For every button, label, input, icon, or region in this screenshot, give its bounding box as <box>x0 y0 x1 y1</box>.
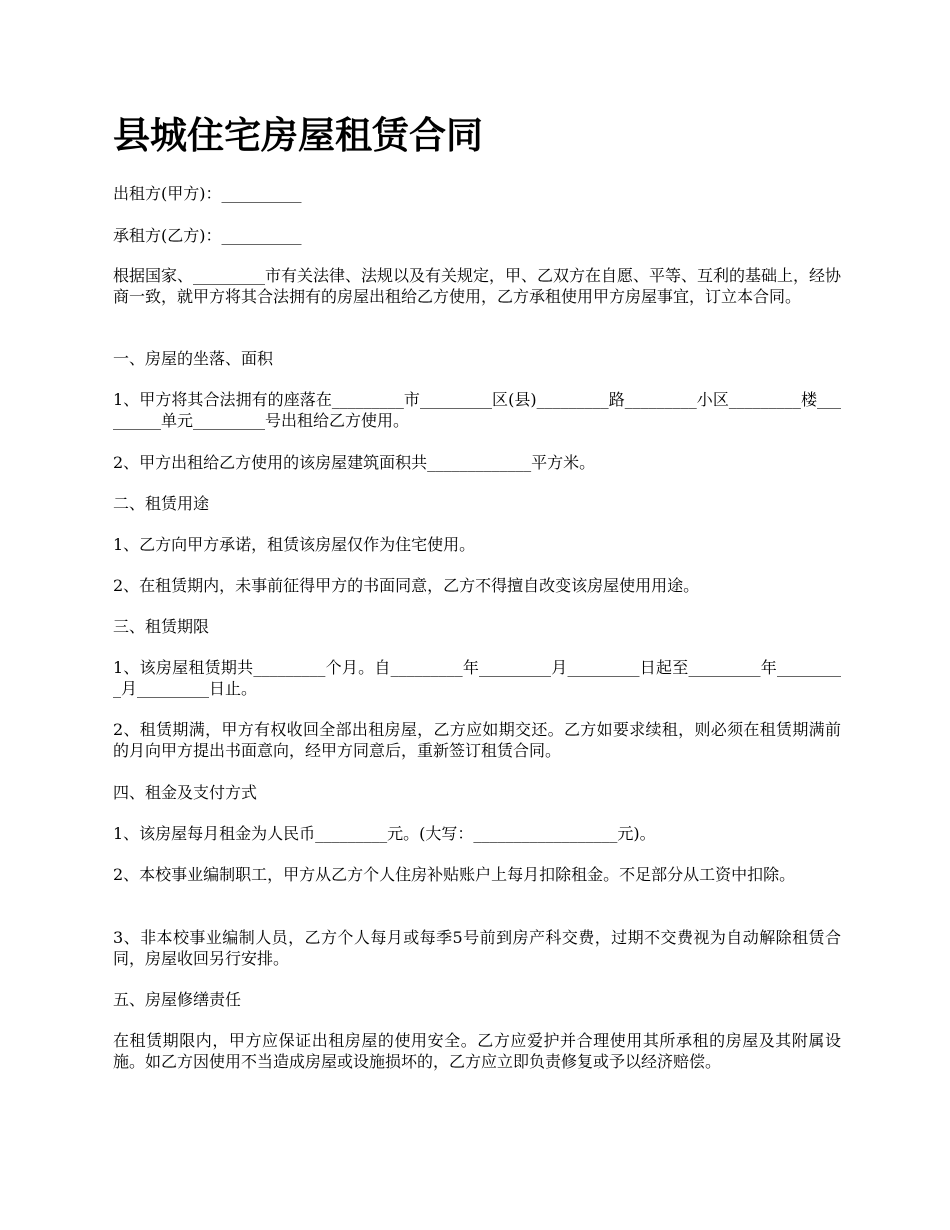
section-heading-rent: 四、租金及支付方式 <box>113 783 258 802</box>
clause-3-2: 2、租赁期满，甲方有权收回全部出租房屋，乙方应如期交还。乙方如要求续租，则必须在租赁期满前的月向甲方提出书面意向，经甲方同意后，重新签订租赁合同。 <box>113 720 841 760</box>
section-heading-term: 三、租赁期限 <box>113 617 210 636</box>
clause-5: 在租赁期限内，甲方应保证出租房屋的使用安全。乙方应爱护并合理使用其所承租的房屋及其附属设施。如乙方因使用不当造成房屋或设施损坏的，乙方应立即负责修复或予以经济赔偿。 <box>113 1031 841 1071</box>
lessor-line: 出租方(甲方)：__________ <box>113 184 302 203</box>
clause-2-1: 1、乙方向甲方承诺，租赁该房屋仅作为住宅使用。 <box>113 535 476 554</box>
clause-2-2: 2、在租赁期内，未事前征得甲方的书面同意，乙方不得擅自改变该房屋使用用途。 <box>113 576 700 595</box>
lessee-line: 承租方(乙方)：__________ <box>113 226 302 245</box>
section-heading-location: 一、房屋的坐落、面积 <box>113 349 274 368</box>
clause-1-1: 1、甲方将其合法拥有的座落在_________市_________区(县)_________路_________小区_________楼_________单元_________号出租给乙方使用。 <box>113 390 841 430</box>
preamble-paragraph: 根据国家、_________市有关法律、法规以及有关规定，甲、乙双方在自愿、平等、互利的基础上，经协商一致，就甲方将其合法拥有的房屋出租给乙方使用，乙方承租使用甲方房屋事宜，订立本合同。 <box>113 266 842 306</box>
clause-4-3: 3、非本校事业编制人员，乙方个人每月或每季5号前到房产科交费，过期不交费视为自动解除租赁合同，房屋收回另行安排。 <box>113 928 841 968</box>
clause-1-2: 2、甲方出租给乙方使用的该房屋建筑面积共_____________平方米。 <box>113 453 596 472</box>
section-heading-repair: 五、房屋修缮责任 <box>113 990 242 1009</box>
section-heading-usage: 二、租赁用途 <box>113 494 210 513</box>
clause-4-1: 1、该房屋每月租金为人民币_________元。(大写：__________________元)。 <box>113 824 656 843</box>
document-title: 县城住宅房屋租赁合同 <box>113 114 483 157</box>
clause-4-2: 2、本校事业编制职工，甲方从乙方个人住房补贴账户上每月扣除租金。不足部分从工资中扣除。 <box>113 865 796 884</box>
clause-3-1: 1、该房屋租赁期共_________个月。自_________年_________月_________日起至_________年_________月_________日止。 <box>113 658 841 698</box>
